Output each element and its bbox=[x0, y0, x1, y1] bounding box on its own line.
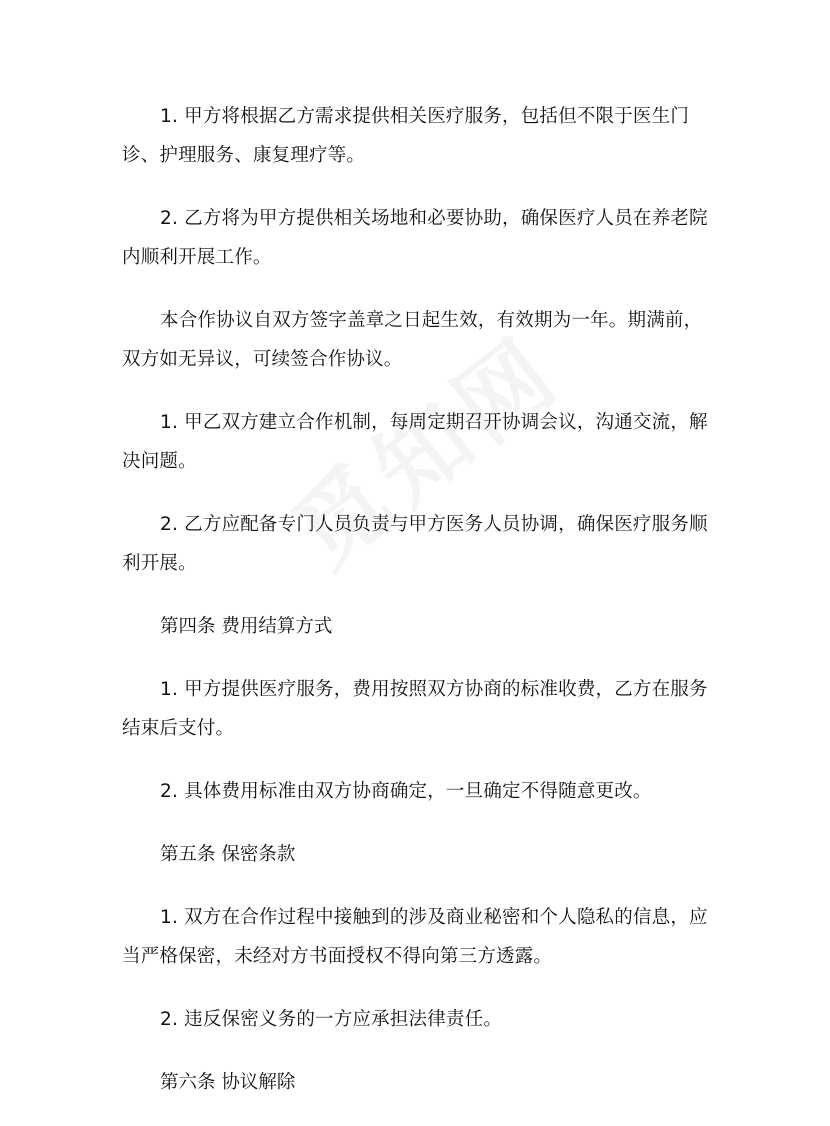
section-heading-termination: 第六条 协议解除 bbox=[160, 1072, 296, 1093]
paragraph-service-scope: 1. 甲方将根据乙方需求提供相关医疗服务，包括但不限于医生门诊、护理服务、康复理疗等。 bbox=[122, 106, 690, 166]
paragraph-fee-standard: 2. 具体费用标准由双方协商确定，一旦确定不得随意更改。 bbox=[160, 781, 652, 802]
paragraph-staff-coordination: 2. 乙方应配备专门人员负责与甲方医务人员协调，确保医疗服务顺利开展。 bbox=[122, 514, 708, 574]
paragraph-fee-payment: 1. 甲方提供医疗服务，费用按照双方协商的标准收费，乙方在服务结束后支付。 bbox=[122, 679, 708, 739]
paragraph-liability: 2. 违反保密义务的一方应承担法律责任。 bbox=[160, 1009, 503, 1030]
paragraph-coordination-meeting: 1. 甲乙双方建立合作机制，每周定期召开协调会议，沟通交流，解决问题。 bbox=[122, 412, 708, 472]
section-heading-confidentiality: 第五条 保密条款 bbox=[160, 844, 296, 865]
paragraph-validity: 本合作协议自双方签字盖章之日起生效，有效期为一年。期满前，双方如无异议，可续签合作协议。 bbox=[122, 310, 703, 370]
paragraph-confidentiality: 1. 双方在合作过程中接触到的涉及商业秘密和个人隐私的信息，应当严格保密，未经对方书面授权不得向第三方透露。 bbox=[122, 907, 708, 967]
document-body bbox=[122, 97, 712, 1126]
section-heading-fees: 第四条 费用结算方式 bbox=[160, 616, 333, 637]
paragraph-venue-support: 2. 乙方将为甲方提供相关场地和必要协助，确保医疗人员在养老院内顺利开展工作。 bbox=[122, 208, 708, 268]
